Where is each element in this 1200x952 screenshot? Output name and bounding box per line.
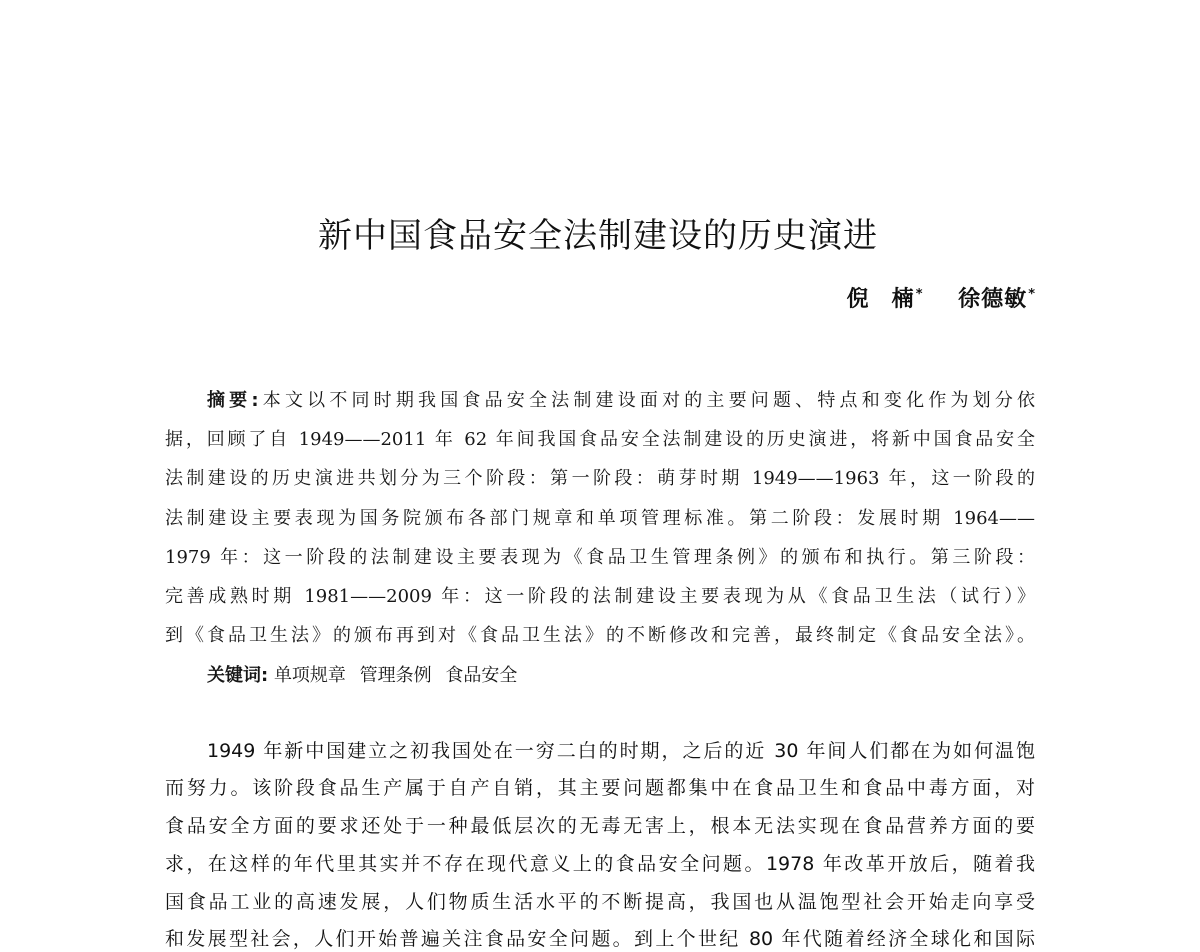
abstract-line: 法制建设主要表现为国务院颁布各部门规章和单项管理标准。第二阶段：发展时期 1964—— [165,508,1035,529]
paper-title: 新中国食品安全法制建设的历史演进 [318,216,878,256]
keywords [207,661,517,687]
abstract-line: 法制建设的历史演进共划分为三个阶段：第一阶段：萌芽时期 1949——1963 年，这一阶段的 [165,468,1035,489]
keywords-label: 关键词: [207,665,269,686]
author-2-footnote-mark: * [1028,286,1036,302]
author-line [847,282,1036,313]
abstract-line: 完善成熟时期 1981——2009 年：这一阶段的法制建设主要表现为从《食品卫生法（试行）》 [165,586,1035,607]
abstract-line-text: 本文以不同时期我国食品安全法制建设面对的主要问题、特点和变化作为划分依 [258,390,1036,411]
abstract-label: 摘要: [207,390,259,411]
author-2-name: 徐德敏 [958,287,1028,312]
body-line: 而努力。该阶段食品生产属于自产自销，其主要问题都集中在食品卫生和食品中毒方面，对 [165,777,1035,799]
body-line: 和发展型社会，人们开始普遍关注食品安全问题。到上个世纪 80 年代随着经济全球化和国际 [165,928,1035,950]
author-2 [958,282,1036,313]
body-line: 国食品工业的高速发展，人们物质生活水平的不断提高，我国也从温饱型社会开始走向享受 [165,891,1035,913]
abstract-line: 到《食品卫生法》的颁布再到对《食品卫生法》的不断修改和完善，最终制定《食品安全法》。 [165,625,1035,646]
body-line: 1949 年新中国建立之初我国处在一穷二白的时期，之后的近 30 年间人们都在为如何温饱 [207,740,1035,762]
abstract-line [207,386,1035,412]
author-1-given-name: 楠 [891,287,915,312]
abstract-line: 1979 年：这一阶段的法制建设主要表现为《食品卫生管理条例》的颁布和执行。第三阶段： [165,547,1035,568]
keyword: 单项规章 [273,665,346,686]
body-line: 食品安全方面的要求还处于一种最低层次的无毒无害上，根本无法实现在食品营养方面的要 [165,815,1035,837]
body-line: 求，在这样的年代里其实并不存在现代意义上的食品安全问题。1978 年改革开放后，随着我 [165,853,1035,875]
author-1-surname: 倪 [846,287,870,312]
keyword: 食品安全 [445,665,518,686]
abstract-line: 据，回顾了自 1949——2011 年 62 年间我国食品安全法制建设的历史演进，将新中国食品安全 [165,429,1035,450]
keyword: 管理条例 [359,665,432,686]
author-1-footnote-mark: * [915,286,924,302]
author-1 [847,282,924,313]
